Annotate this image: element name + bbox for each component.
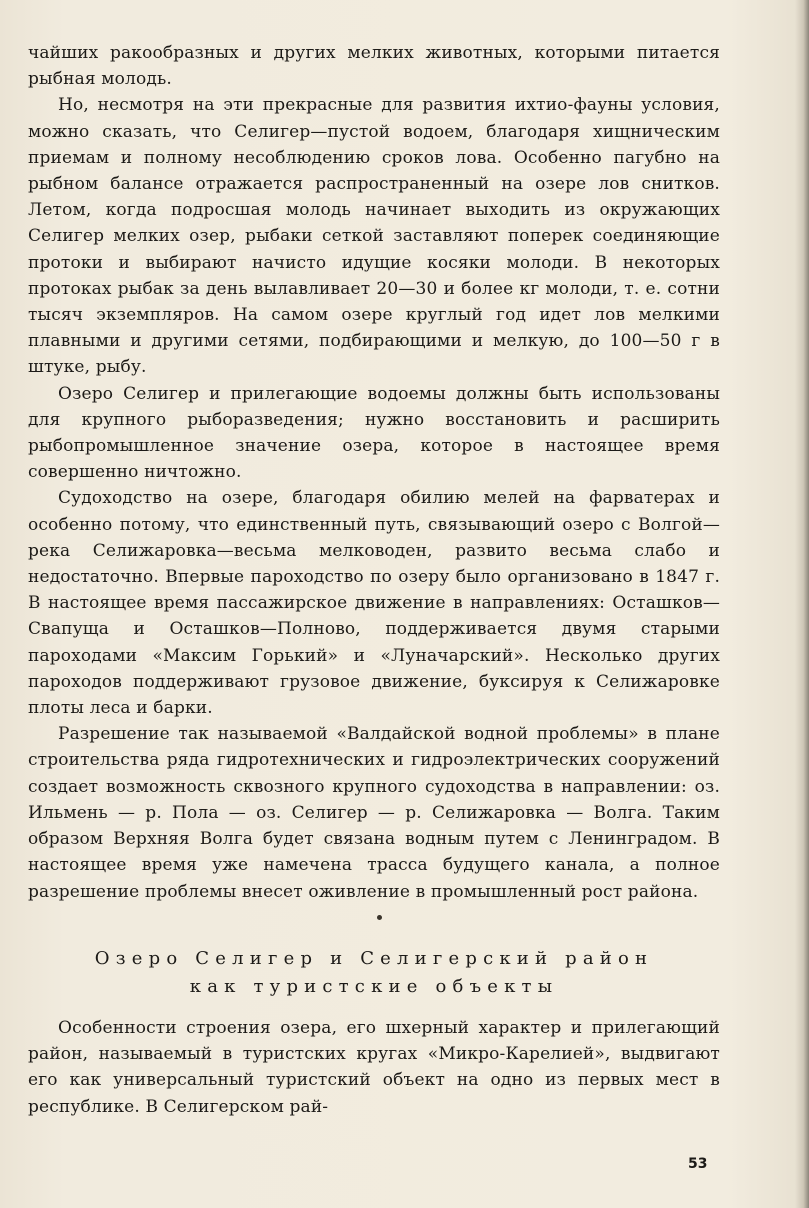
paragraph-continued: чайших ракообразных и других мелких животных, которыми питается рыбная молодь. <box>28 43 720 90</box>
section-text <box>28 1015 720 1120</box>
paragraph-fish-breeding: Озеро Селигер и прилегающие водоемы должны быть использованы для крупного рыборазведения; нужно восстановить и расширить рыбопромышленное значение озера, которое в настоящее время совершенно ничтожно. <box>28 383 720 483</box>
section-heading-line-2: как туристские объекты <box>189 976 559 997</box>
paragraph-valdai-problem: Разрешение так называемой «Валдайской водной проблемы» в плане строительства ряда гидротехнических и гидроэлектрических сооружений создает возможность сквозного крупного судоходства в направлении: оз. Ильмень — р. Пола — оз. Селигер — р. Селижаровка — Волга. Таким образом Верхняя Волга будет связана водным путем с Ленинградом. В настоящее время уже намечена трасса будущего канала, а полное разрешение проблемы внесет оживление в промышленный рост района. <box>28 724 720 902</box>
paragraph-tourism: Особенности строения озера, его шхерный характер и прилегающий район, называемый в туристских кругах «Микро-Карелией», выдвигают его как универсальный туристский объект на одно из первых мест в республике. В Селигерском рай- <box>28 1018 720 1117</box>
main-text <box>28 40 720 905</box>
paragraph-navigation: Судоходство на озере, благодаря обилию мелей на фарватерах и особенно потому, что единственный путь, связывающий озеро с Волгой—река Селижаровка—весьма мелководен, развито весьма слабо и недостаточно. Впервые пароходство по озеру было организовано в 1847 г. В настоящее время пассажирское движение в направлениях: Осташков—Свапуща и Осташков—Полново, поддерживается двумя старыми пароходами «Максим Горький» и «Луначарский». Несколько других пароходов поддерживают грузовое движение, буксируя к Селижаровке плоты леса и барки. <box>28 488 720 719</box>
page-edge-shadow <box>795 0 809 1208</box>
ink-speck <box>377 915 382 920</box>
paragraph-fishing: Но, несмотря на эти прекрасные для развития ихтио-фауны условия, можно сказать, что Селигер—пустой водоем, благодаря хищническим приемам и полному несоблюдению сроков лова. Особенно пагубно на рыбном балансе отражается распространенный на озере лов снитков. Летом, когда подросшая молодь начинает выходить из окружающих Селигер мелких озер, рыбаки сеткой заставляют поперек соединяющие протоки и выбирают начисто идущие косяки молоди. В некоторых протоках рыбак за день вылавливает 20—30 и более кг молоди, т. е. сотни тысяч экземпляров. На самом озере круглый год идет лов мелкими плавными и другими сетями, подбирающими и мелкую, до 100—50 г в штуке, рыбу. <box>28 95 720 378</box>
page-number: 53 <box>688 1156 708 1172</box>
section-heading-line-1: Озеро Селигер и Селигерский район <box>94 948 654 969</box>
